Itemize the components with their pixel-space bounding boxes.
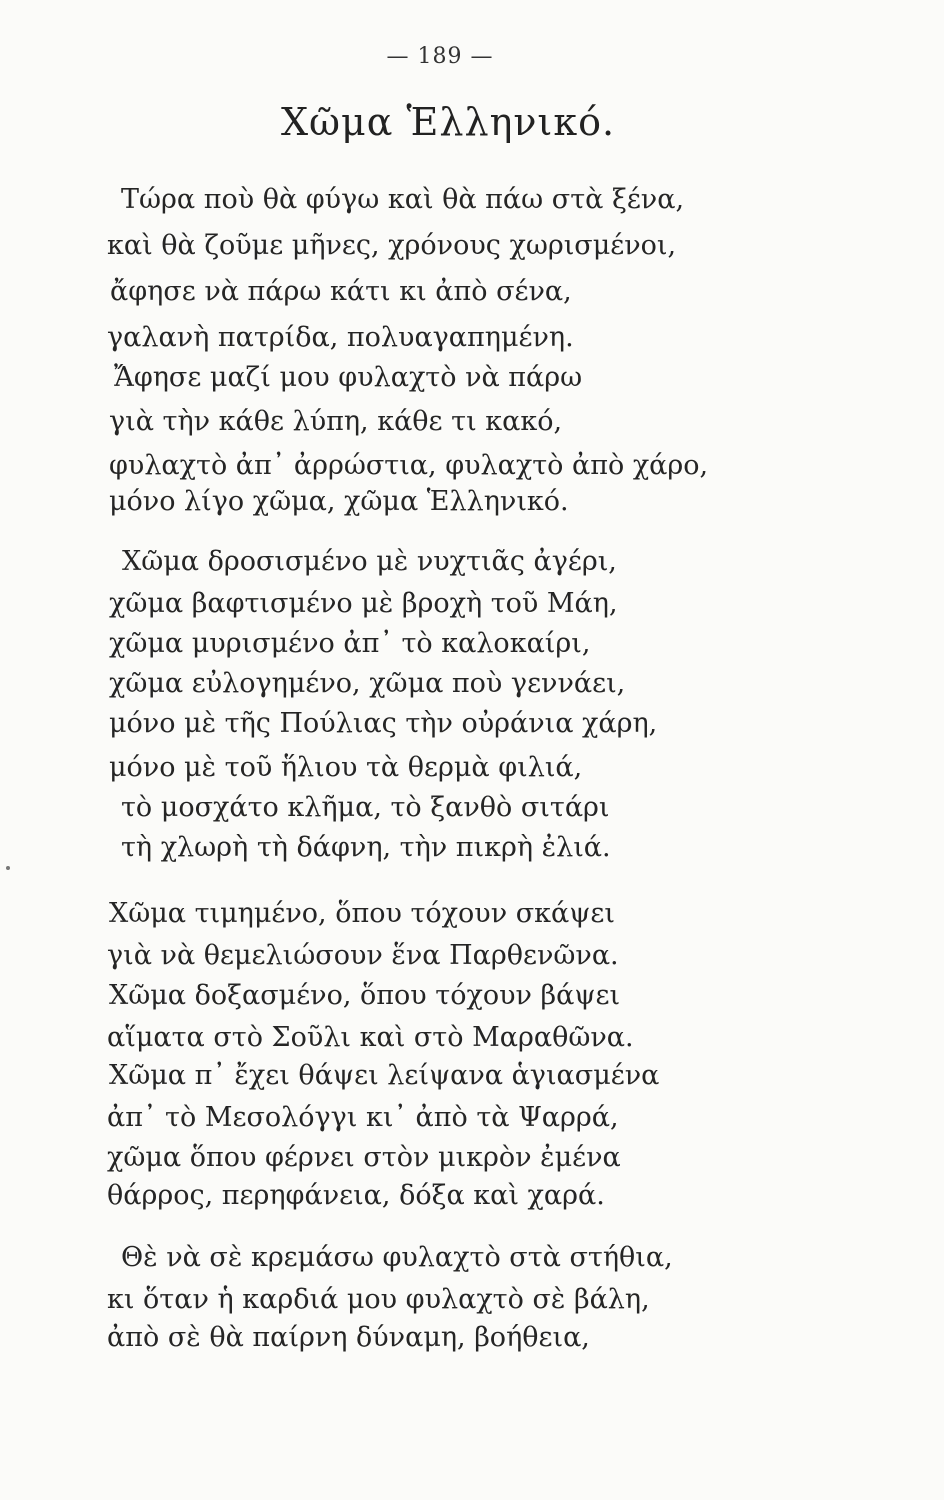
poem-title: Χῶμα Ἑλληνικό.	[280, 100, 616, 144]
poem-line: θάρρος, περηφάνεια, δόξα καὶ χαρά.	[107, 1180, 605, 1211]
poem-line: Χῶμα τιμημένο, ὅπου τόχουν σκάψει	[109, 898, 615, 929]
poem-line: Τώρα ποὺ θὰ φύγω καὶ θὰ πάω στὰ ξένα,	[121, 184, 685, 215]
poem-line: χῶμα μυρισμένο ἀπ᾽ τὸ καλοκαίρι,	[109, 628, 591, 659]
poem-line: Χῶμα δροσισμένο μὲ νυχτιᾶς ἀγέρι,	[122, 546, 617, 577]
poem-line: καὶ θὰ ζοῦμε μῆνες, χρόνους χωρισμένοι,	[107, 230, 677, 261]
poem-line: τὸ μοσχάτο κλῆμα, τὸ ξανθὸ σιτάρι	[121, 792, 610, 823]
poem-line: χῶμα βαφτισμένο μὲ βροχὴ τοῦ Μάη,	[109, 588, 618, 619]
poem-line: μόνο μὲ τῆς Πούλιας τὴν οὐράνια χάρη,	[109, 708, 658, 739]
poem-line: μόνο λίγο χῶμα, χῶμα Ἑλληνικό.	[109, 486, 569, 517]
poem-line: Χῶμα π᾽ ἔχει θάψει λείψανα ἁγιασμένα	[109, 1060, 660, 1091]
poem-line: τὴ χλωρὴ τὴ δάφνη, τὴν πικρὴ ἐλιά.	[121, 832, 611, 863]
poem-line: χῶμα ὅπου φέρνει στὸν μικρὸν ἐμένα	[107, 1142, 621, 1173]
poem-line: Ἄφησε μαζί μου φυλαχτὸ νὰ πάρω	[114, 362, 583, 393]
poem-line: ἀπὸ σὲ θὰ παίρνη δύναμη, βοήθεια,	[107, 1322, 590, 1353]
page-number: — 189 —	[386, 44, 494, 69]
poem-line: φυλαχτὸ ἀπ᾽ ἀρρώστια, φυλαχτὸ ἀπὸ χάρο,	[109, 450, 709, 481]
poem-line: κι ὅταν ἡ καρδιά μου φυλαχτὸ σὲ βάλη,	[107, 1284, 650, 1315]
poem-line: γαλανὴ πατρίδα, πολυαγαπημένη.	[107, 322, 574, 353]
poem-line: χῶμα εὐλογημένο, χῶμα ποὺ γεννάει,	[109, 668, 626, 699]
poem-line: αἵματα στὸ Σοῦλι καὶ στὸ Μαραθῶνα.	[107, 1022, 634, 1053]
poem-line: μόνο μὲ τοῦ ἥλιου τὰ θερμὰ φιλιά,	[109, 752, 583, 783]
print-speck	[6, 866, 10, 870]
poem-line: γιὰ τὴν κάθε λύπη, κάθε τι κακό,	[109, 406, 563, 437]
poem-line: γιὰ νὰ θεμελιώσουν ἕνα Παρθενῶνα.	[107, 940, 619, 971]
poem-line: ἀπ᾽ τὸ Μεσολόγγι κι᾽ ἀπὸ τὰ Ψαρρά,	[107, 1102, 619, 1133]
poem-line: Θὲ νὰ σὲ κρεμάσω φυλαχτὸ στὰ στήθια,	[121, 1242, 673, 1273]
poem-line: Χῶμα δοξασμένο, ὅπου τόχουν βάψει	[109, 980, 621, 1011]
poem-line: ἄφησε νὰ πάρω κάτι κι ἀπὸ σένα,	[110, 276, 572, 307]
